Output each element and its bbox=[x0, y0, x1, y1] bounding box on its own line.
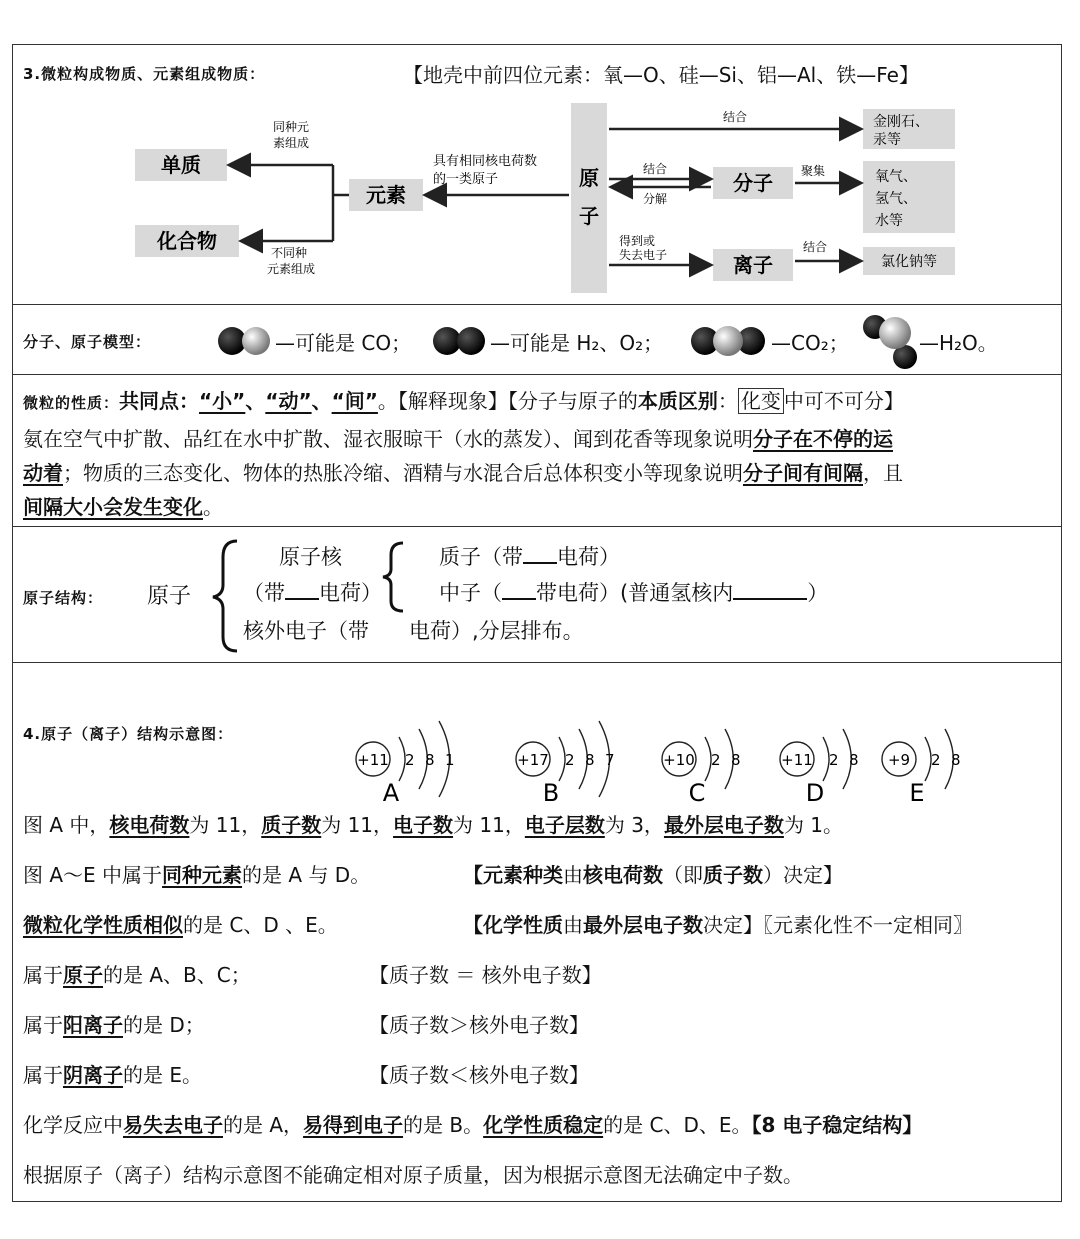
s4-line-2-note bbox=[463, 859, 843, 888]
l2a: 图 A～E 中属于 bbox=[23, 863, 163, 887]
l3b: 的是 C、D 、E。 bbox=[183, 913, 338, 937]
structure-label: 原子结构： bbox=[23, 589, 104, 607]
cation-rule: 【质子数＞核外电子数】 bbox=[369, 1013, 589, 1037]
properties-label: 微粒的性质： bbox=[23, 394, 120, 412]
atom-column bbox=[571, 103, 607, 293]
molecule-label: 分子 bbox=[733, 171, 773, 195]
inner-brace bbox=[381, 539, 407, 615]
l1-electron-count: 电子数 bbox=[393, 813, 454, 837]
proton-line bbox=[439, 541, 620, 571]
l1-4: 为 11， bbox=[321, 813, 394, 837]
l6a: 属于 bbox=[23, 1063, 63, 1087]
s4-line-6 bbox=[23, 1059, 202, 1088]
section-4-heading: 4.原子（离子）结构示意图： bbox=[23, 725, 234, 743]
nucleus-charge-blank[interactable] bbox=[285, 598, 319, 600]
atom-D-shell-electrons: 8 bbox=[849, 751, 859, 769]
composition-diagram bbox=[123, 99, 963, 299]
combine-3: 结合 bbox=[803, 240, 828, 254]
gap-and: ，且 bbox=[863, 461, 903, 485]
outer-brace bbox=[211, 537, 241, 655]
model-label: 分子、原子模型： bbox=[23, 333, 152, 351]
gap-size-changes: 间隔大小会发生变化 bbox=[23, 495, 203, 519]
molecules-have-gaps: 分子间有间隔 bbox=[743, 461, 863, 485]
atom-E-nucleus-charge: +9 bbox=[887, 751, 911, 769]
anion-rule: 【质子数＜核外电子数】 bbox=[369, 1063, 589, 1087]
nucleus-charge-close: 电荷） bbox=[319, 581, 382, 605]
same-element: 同种元素 bbox=[162, 863, 243, 887]
l2c: 的是 A 与 D。 bbox=[242, 863, 371, 887]
ion-label: 离子 bbox=[733, 253, 773, 277]
atom-C-shell-electrons: 2 bbox=[711, 751, 721, 769]
l1-0: 图 A 中， bbox=[23, 813, 110, 837]
l2d: 【 bbox=[463, 863, 483, 887]
atom-A-letter: A bbox=[382, 779, 400, 803]
same-element-2: 素组成 bbox=[273, 136, 310, 150]
atom-B-shell-electrons: 8 bbox=[585, 751, 595, 769]
atom-label-2: 子 bbox=[579, 204, 599, 228]
property-sep-2: 、 bbox=[311, 389, 332, 413]
proton-end: 电荷） bbox=[557, 545, 620, 569]
l1-proton-count: 质子数 bbox=[261, 813, 322, 837]
proton-charge-blank[interactable] bbox=[523, 562, 557, 564]
atom-D-letter: D bbox=[805, 779, 825, 803]
atom-B-shell-electrons: 2 bbox=[565, 751, 575, 769]
section-particle-properties bbox=[13, 375, 1061, 527]
output-2b: 氢气、 bbox=[875, 191, 917, 207]
model-co2-icon bbox=[689, 325, 769, 357]
atom-label-1: 原 bbox=[579, 166, 599, 190]
l3e: 由 bbox=[563, 913, 583, 937]
l1-8: 为 3， bbox=[604, 813, 664, 837]
atom-E-shell-electrons: 2 bbox=[931, 751, 941, 769]
properties-line-3 bbox=[23, 457, 903, 486]
model-h2o-text: —H₂O。 bbox=[919, 331, 998, 355]
s4-line-4 bbox=[23, 959, 251, 988]
l1-outer-electrons: 最外层电子数 bbox=[663, 813, 784, 837]
section-molecule-models bbox=[13, 305, 1061, 375]
common-points: 共同点： bbox=[119, 389, 200, 413]
essential-difference: 本质区别 bbox=[637, 389, 718, 413]
structure-atom: 原子 bbox=[147, 584, 192, 609]
l7e: 的是 B。 bbox=[403, 1113, 484, 1137]
gap-end: 。 bbox=[203, 495, 223, 519]
chem-property: 化学性质 bbox=[483, 913, 563, 937]
model-co-icon bbox=[216, 325, 274, 357]
electron-text: 核外电子（带 bbox=[243, 619, 369, 643]
property-move: “动” bbox=[265, 389, 312, 413]
s4-line-5 bbox=[23, 1009, 205, 1038]
atom-E-letter: E bbox=[909, 779, 925, 803]
l2f: 由 bbox=[563, 863, 583, 887]
s4-line-2 bbox=[23, 859, 370, 888]
model-co-text: —可能是 CO； bbox=[275, 331, 412, 355]
l5a: 属于 bbox=[23, 1013, 63, 1037]
element-label: 元素 bbox=[366, 183, 406, 207]
electron-line bbox=[243, 615, 584, 645]
neutron-charge-blank[interactable] bbox=[502, 598, 536, 600]
section-3-heading: 3.微粒构成物质、元素组成物质： bbox=[23, 65, 266, 83]
decompose: 分解 bbox=[643, 192, 668, 206]
l1-10: 为 1。 bbox=[783, 813, 844, 837]
same-charge-2: 的一类原子 bbox=[433, 172, 499, 187]
model-co2-text: —CO₂； bbox=[771, 331, 849, 355]
combine-2: 结合 bbox=[643, 162, 668, 176]
crust-elements-note: 【地壳中前四位元素：氧—O、硅—Si、铝—Al、铁—Fe】 bbox=[403, 63, 919, 87]
nuclear-charge: 核电荷数 bbox=[583, 863, 663, 887]
model-h2o-icon bbox=[861, 311, 921, 371]
combine-1: 结合 bbox=[723, 110, 748, 124]
property-small: “小” bbox=[199, 389, 246, 413]
nucleus-label: 原子核 bbox=[279, 545, 342, 569]
chemical-change-box: 化变 bbox=[738, 388, 784, 414]
output-1b: 汞等 bbox=[873, 132, 901, 148]
electron-end: 电荷）,分层排布。 bbox=[409, 619, 584, 643]
atom-A-shell-electrons: 2 bbox=[405, 751, 415, 769]
essential-colon: ： bbox=[717, 389, 738, 413]
notes-sheet bbox=[12, 44, 1062, 1202]
properties-line-1 bbox=[23, 385, 904, 414]
atom-rule: 【质子数 ＝ 核外电子数】 bbox=[369, 963, 602, 987]
property-sep-1: 、 bbox=[245, 389, 266, 413]
hydrogen-neutron-blank[interactable] bbox=[733, 598, 807, 600]
gain-electrons: 易得到电子 bbox=[303, 1113, 404, 1137]
property-gap: “间” bbox=[331, 389, 378, 413]
output-1a: 金刚石、 bbox=[873, 114, 929, 130]
l1-nuclear-charge: 核电荷数 bbox=[109, 813, 190, 837]
l3g: 决定】〖元素化性不一定相同〗 bbox=[703, 913, 973, 937]
output-2c: 水等 bbox=[875, 213, 903, 229]
l7g: 的是 C、D、E。 bbox=[603, 1113, 752, 1137]
l3c: 【 bbox=[463, 913, 483, 937]
atom-E-shell-electrons: 8 bbox=[951, 751, 961, 769]
outer-electrons: 最外层电子数 bbox=[583, 913, 703, 937]
nucleus-charge bbox=[243, 577, 382, 607]
lose-electrons: 易失去电子 bbox=[123, 1113, 223, 1137]
model-h2-o2-text: —可能是 H₂、O₂； bbox=[490, 331, 664, 355]
same-element-1: 同种元 bbox=[273, 120, 310, 134]
l4c: 的是 A、B、C； bbox=[103, 963, 251, 987]
atom-word: 原子 bbox=[63, 963, 103, 987]
diff-element-2: 元素组成 bbox=[267, 262, 316, 276]
output-3: 氯化钠等 bbox=[881, 254, 937, 270]
atom-D-nucleus-charge: +11 bbox=[781, 751, 813, 769]
s4-line-1 bbox=[23, 809, 843, 838]
atom-B-letter: B bbox=[542, 779, 560, 803]
explain-phenomena: 。【解释现象】【分子与原子的 bbox=[377, 389, 638, 413]
l4a: 属于 bbox=[23, 963, 63, 987]
simple-substance-label: 单质 bbox=[161, 153, 201, 177]
atom-C-letter: C bbox=[688, 779, 706, 803]
l1-2: 为 11， bbox=[189, 813, 262, 837]
s4-line-7 bbox=[23, 1109, 922, 1138]
gap-examples: ；物质的三态变化、物体的热胀冷缩、酒精与水混合后总体积变小等现象说明 bbox=[63, 461, 743, 485]
neutron-text: 中子（ bbox=[439, 581, 502, 605]
atom-C-shell-electrons: 8 bbox=[731, 751, 741, 769]
compound-label: 化合物 bbox=[157, 229, 217, 253]
stable-chemistry: 化学性质稳定 bbox=[483, 1113, 604, 1137]
gain-lose-2: 失去电子 bbox=[619, 248, 668, 262]
output-2a: 氧气、 bbox=[875, 169, 917, 185]
proton-text: 质子（带 bbox=[439, 545, 523, 569]
octet-note: 【8 电子稳定结构】 bbox=[751, 1113, 923, 1137]
section-particles-elements bbox=[13, 45, 1061, 305]
model-diatomic-icon bbox=[431, 325, 491, 357]
s4-line-3 bbox=[23, 909, 338, 938]
proton-count: 质子数 bbox=[703, 863, 763, 887]
gain-lose-1: 得到或 bbox=[619, 234, 656, 248]
l7a: 化学反应中 bbox=[23, 1113, 123, 1137]
section-structure-diagrams bbox=[13, 663, 1061, 1203]
similar-chemistry: 微粒化学性质相似 bbox=[23, 913, 183, 937]
element-type: 元素种类 bbox=[483, 863, 563, 887]
atom-B-nucleus-charge: +17 bbox=[517, 751, 549, 769]
atom-A-shell-electrons: 1 bbox=[445, 751, 455, 769]
diff-element-1: 不同种 bbox=[271, 246, 308, 260]
neutron-end: 带电荷）(普通氢核内 bbox=[536, 581, 734, 605]
atom-C-nucleus-charge: +10 bbox=[663, 751, 695, 769]
molecules-moving-end: 动着 bbox=[23, 461, 63, 485]
nucleus-charge-open: （带 bbox=[243, 581, 285, 605]
divisible-note: 中可不可分】 bbox=[783, 389, 904, 413]
l6c: 的是 E。 bbox=[123, 1063, 202, 1087]
l2j: ）决定】 bbox=[763, 863, 843, 887]
atom-A-nucleus-charge: +11 bbox=[357, 751, 389, 769]
s4-line-3-note bbox=[463, 909, 973, 938]
l5c: 的是 D； bbox=[123, 1013, 205, 1037]
cation-word: 阳离子 bbox=[63, 1013, 123, 1037]
l7c: 的是 A， bbox=[223, 1113, 304, 1137]
gather: 聚集 bbox=[801, 164, 826, 178]
atom-D-shell-electrons: 2 bbox=[829, 751, 839, 769]
properties-line-4 bbox=[23, 491, 223, 520]
anion-word: 阴离子 bbox=[63, 1063, 123, 1087]
diffusion-examples: 氨在空气中扩散、品红在水中扩散、湿衣服晾干（水的蒸发）、闻到花香等现象说明 bbox=[23, 427, 753, 451]
atom-B-shell-electrons: 7 bbox=[605, 751, 615, 769]
l1-shell-count: 电子层数 bbox=[524, 813, 605, 837]
molecules-moving: 分子在不停的运 bbox=[753, 427, 893, 451]
l1-6: 为 11， bbox=[453, 813, 525, 837]
properties-line-2 bbox=[23, 423, 893, 452]
neutron-line bbox=[439, 577, 828, 607]
same-charge-1: 具有相同核电荷数 bbox=[433, 154, 538, 169]
section-atomic-structure bbox=[13, 527, 1061, 663]
l2h: （即 bbox=[663, 863, 703, 887]
s4-line-8: 根据原子（离子）结构示意图不能确定相对原子质量，因为根据示意图无法确定中子数。 bbox=[23, 1163, 803, 1187]
atom-A-shell-electrons: 8 bbox=[425, 751, 435, 769]
atom-structure-diagrams bbox=[343, 663, 983, 803]
neutron-close: ） bbox=[807, 581, 829, 605]
